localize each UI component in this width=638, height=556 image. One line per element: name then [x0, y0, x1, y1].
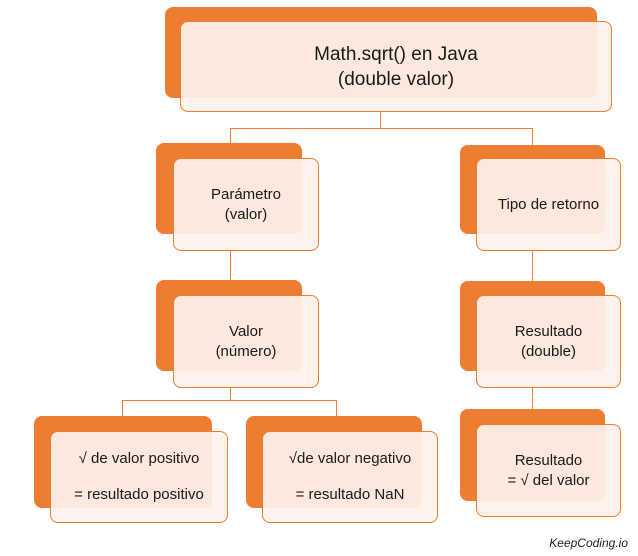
node-valor-label: Valor: [229, 322, 263, 340]
node-resultado-double-box: [476, 295, 621, 388]
node-resultado-double-label: Resultado: [514, 322, 583, 340]
connector-to-negativo: [336, 400, 337, 416]
node-parametro-box: [173, 158, 319, 251]
node-positivo-box: [50, 431, 228, 523]
node-positivo-sublabel: = resultado positivo: [74, 486, 204, 503]
node-resultado-double-sublabel: (double): [520, 342, 577, 360]
node-root-box: [180, 21, 612, 112]
connector-valor-down: [230, 388, 231, 400]
connector-tipo-resultado: [532, 251, 533, 281]
node-resultado-valor-label: Resultado: [514, 451, 583, 469]
connector-root-bar: [230, 128, 532, 129]
node-negativo-box: [262, 431, 438, 523]
watermark: KeepCoding.io: [549, 536, 628, 550]
node-tipo-retorno-box: [476, 158, 621, 251]
node-resultado-valor-box: [476, 424, 621, 517]
connector-to-tipo: [532, 128, 533, 146]
node-positivo-label: √ de valor positivo: [78, 450, 200, 467]
connector-resultado-down: [532, 388, 533, 410]
connector-valor-bar: [122, 400, 336, 401]
node-parametro-label: Parámetro: [210, 185, 282, 203]
node-negativo-sublabel: = resultado NaN: [295, 486, 405, 503]
node-valor-sublabel: (número): [215, 342, 277, 360]
node-root-subtitle: (double valor): [337, 68, 455, 90]
node-tipo-retorno-label: Tipo de retorno: [497, 195, 600, 213]
node-valor-box: [173, 295, 319, 388]
node-root-title: Math.sqrt() en Java: [314, 43, 478, 65]
connector-to-positivo: [122, 400, 123, 416]
node-resultado-valor-sublabel: = √ del valor: [507, 471, 590, 489]
node-parametro-sublabel: (valor): [224, 205, 268, 223]
connector-root-down: [380, 112, 381, 128]
node-negativo-label: √de valor negativo: [288, 450, 412, 467]
connector-parametro-valor: [230, 251, 231, 281]
